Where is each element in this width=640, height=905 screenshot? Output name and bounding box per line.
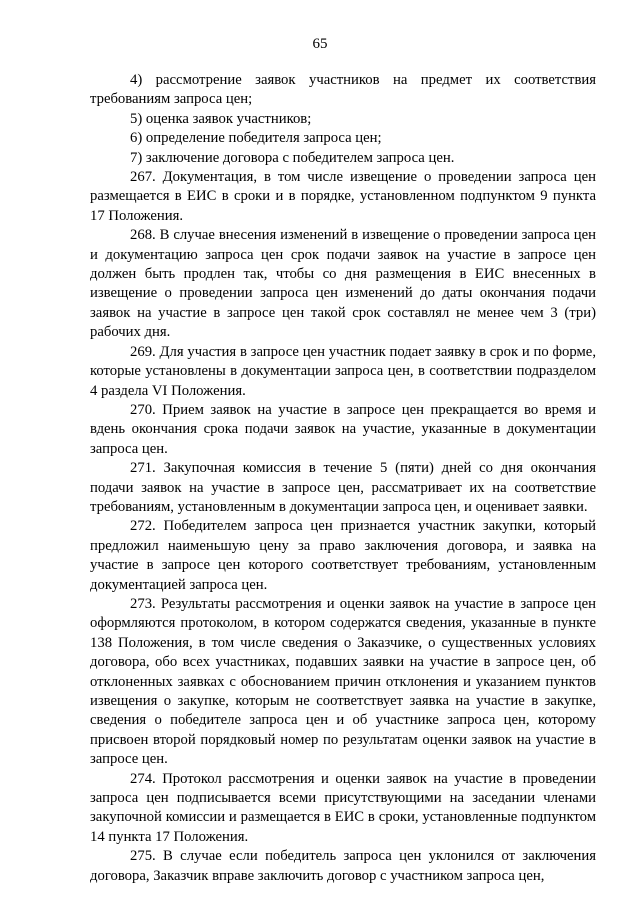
page-number: 65: [312, 36, 328, 52]
list-item-7: 7) заключение договора с победителем запроса цен.: [130, 149, 455, 166]
list-item-4: 4) рассмотрение заявок участников на предмет их соответствия требованиям запроса цен;: [90, 72, 596, 108]
clause-270: 270. Прием заявок на участие в запросе цен прекращается во время и вдень окончания срока подачи заявок на участие, указанные в документации запроса цен.: [90, 401, 596, 457]
list-item-5: 5) оценка заявок участников;: [130, 110, 312, 127]
clause-268: 268. В случае внесения изменений в извещение о проведении запроса цен и документацию запроса цен срок подачи заявок на участие в запросе цен должен быть продлен так, чтобы со дня размещения в ЕИС внесенных в извещение о проведении запроса цен изменений до даты окончания подачи заявок на участие в запросе цен такой срок составлял не менее чем 3 (три) рабочих дня.: [90, 227, 596, 341]
clause-275: 275. В случае если победитель запроса цен уклонился от заключения договора, Заказчик вправе заключить договор с участником запроса цен,: [90, 848, 596, 884]
list-item-6: 6) определение победителя запроса цен;: [130, 130, 382, 147]
clause-269: 269. Для участия в запросе цен участник подает заявку в срок и по форме, которые установлены в документации запроса цен, в соответствии подразделом 4 раздела VI Положения.: [90, 343, 596, 399]
clause-267: 267. Документация, в том числе извещение о проведении запроса цен размещается в ЕИС в сроки и в порядке, установленном подпунктом 9 пункта 17 Положения.: [90, 169, 596, 224]
document-body: [90, 71, 596, 886]
clause-271: 271. Закупочная комиссия в течение 5 (пяти) дней со дня окончания подачи заявок на участие в запросе цен, рассматривает их на соответствие требованиям, установленным в документации запроса цен, и оценивает заявки.: [90, 460, 596, 515]
clause-274: 274. Протокол рассмотрения и оценки заявок на участие в проведении запроса цен подписывается всеми присутствующими на заседании членами закупочной комиссии и размещается в ЕИС в сроки, установленные подпунктом 14 пункта 17 Положения.: [90, 770, 596, 845]
clause-272: 272. Победителем запроса цен признается участник закупки, который предложил наименьшую цену за право заключения договора, и заявка на участие в запросе цен которого соответствует требованиям, установленным документацией запроса цен.: [90, 518, 596, 593]
clause-273: 273. Результаты рассмотрения и оценки заявок на участие в запросе цен оформляются протоколом, в котором содержатся сведения, указанные в пункте 138 Положения, в том числе сведения о Заказчике, о существенных условиях договора, обо всех участниках, подавших заявки на участие в запросе цен, об отклоненных заявках с обоснованием причин отклонения и указанием пунктов извещения о закупке, которым не соответствует заявка на участие в закупке, сведения о победителе запроса цен и об участнике запроса цен, которому присвоен второй порядковый номер по результатам оценки заявок на участие в запросе цен.: [90, 595, 596, 768]
